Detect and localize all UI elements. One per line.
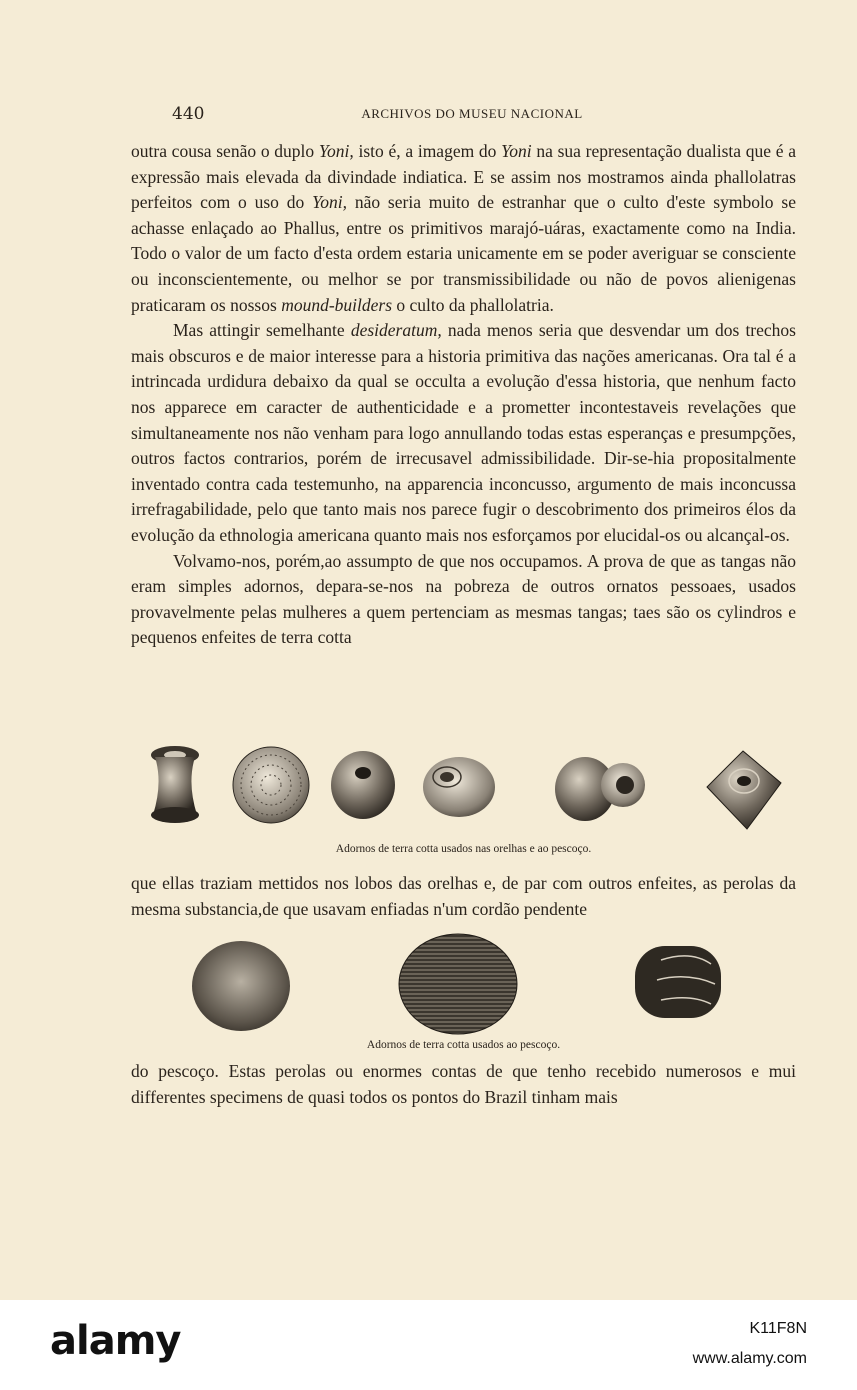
body-text-bottom <box>131 1059 796 1110</box>
paragraph-5: do pescoço. Estas perolas ou enormes contas de que tenho recebido numerosos e mui differentes specimens de quasi todos os pontos do Brazil tinham mais <box>131 1061 796 1107</box>
alamy-logo: alamy <box>50 1318 181 1364</box>
beads-illustration <box>131 930 796 1040</box>
paragraph-4: que ellas traziam mettidos nos lobos das orelhas e, de par com outros enfeites, as perolas da mesma substancia,de que usavam enfiadas n'um cordão pendente <box>131 873 796 919</box>
ornaments-illustration <box>131 743 796 835</box>
site-url[interactable]: www.alamy.com <box>692 1350 807 1367</box>
paragraph-2: Mas attingir semelhante desideratum, nada menos seria que desvendar um dos trechos mais obscuros e de maior interesse para a historia primitiva das nações americanas. Ora tal é a intrincada urdidura debaixo da qual se occulta a evolução d'essa historia, que nenhum facto nos apparece em caracter de authenticidade e a prometter incontestaveis revelações que simultaneamente nos não venham para logo annullando todas estas esperanças e presumpções, outros factos contrarios, porém de irrecusavel admissibilidade. Dir-se-hia propositalmente inventado contra cada testemunho, na apparencia inconcusso, argumento de mais inconcussa irrefragabilidade, pelo que tanto mais nos parece fugir o descobrimento dos primeiros élos da evolução da ethnologia americana quanto mais nos esforçamos por elucidal-os ou alcançal-os. <box>131 320 796 545</box>
flat-bead-ornament <box>192 941 290 1031</box>
page-header <box>172 104 772 128</box>
image-id: K11F8N <box>749 1320 807 1337</box>
engraved-bead-ornament <box>635 946 721 1018</box>
body-text-top <box>131 139 796 651</box>
paragraph-3: Volvamo-nos, porém,ao assumpto de que nos occupamos. A prova de que as tangas não eram simples adornos, depara-se-nos na pobreza de outros ornatos pessoaes, usados provavelmente pelas mulheres a quem pertenciam as mesmas tangas; taes são os cylindros e pequenos enfeites de terra cotta <box>131 550 796 648</box>
round-bead-ornament <box>331 751 395 819</box>
dotted-disc-ornament <box>233 747 309 823</box>
paragraph-1: outra cousa senão o duplo Yoni, isto é, a imagem do Yoni na sua representação dualista que é a expressão mais elevada da divindade indiatica. E se assim nos mostramos ainda phallolatras perfeitos com o uso do Yoni, não seria muito de estranhar que o culto d'este symbolo se achasse enlaçado ao Phallus, entre os primitivos marajó-uáras, exactamente como na India. Todo o valor de um facto d'esta ordem estaria unicamente em se poder averiguar se consciente ou inconscientemente, ou melhor se por transmissibilidade ou não de povos alienigenas praticaram os nossos mound-builders o culto da phallolatria. <box>131 141 796 315</box>
spiral-ornament <box>423 757 495 817</box>
page-number: 440 <box>172 104 205 124</box>
cylinder-ornament <box>151 746 199 823</box>
large-bead-ornament <box>399 934 517 1034</box>
stock-photo-footer <box>0 1300 857 1390</box>
rhomboid-ornament <box>707 751 781 829</box>
figure-caption-1: Adornos de terra cotta usados nas orelhas e ao pescoço. <box>335 843 592 855</box>
running-head: ARCHIVOS DO MUSEU NACIONAL <box>361 106 583 121</box>
body-text-middle <box>131 871 796 922</box>
figure-ear-neck-ornaments <box>131 743 796 835</box>
figure-neck-ornaments <box>131 930 796 1040</box>
double-bead-ornament <box>555 757 645 821</box>
figure-caption-2: Adornos de terra cotta usados ao pescoço. <box>366 1039 561 1051</box>
